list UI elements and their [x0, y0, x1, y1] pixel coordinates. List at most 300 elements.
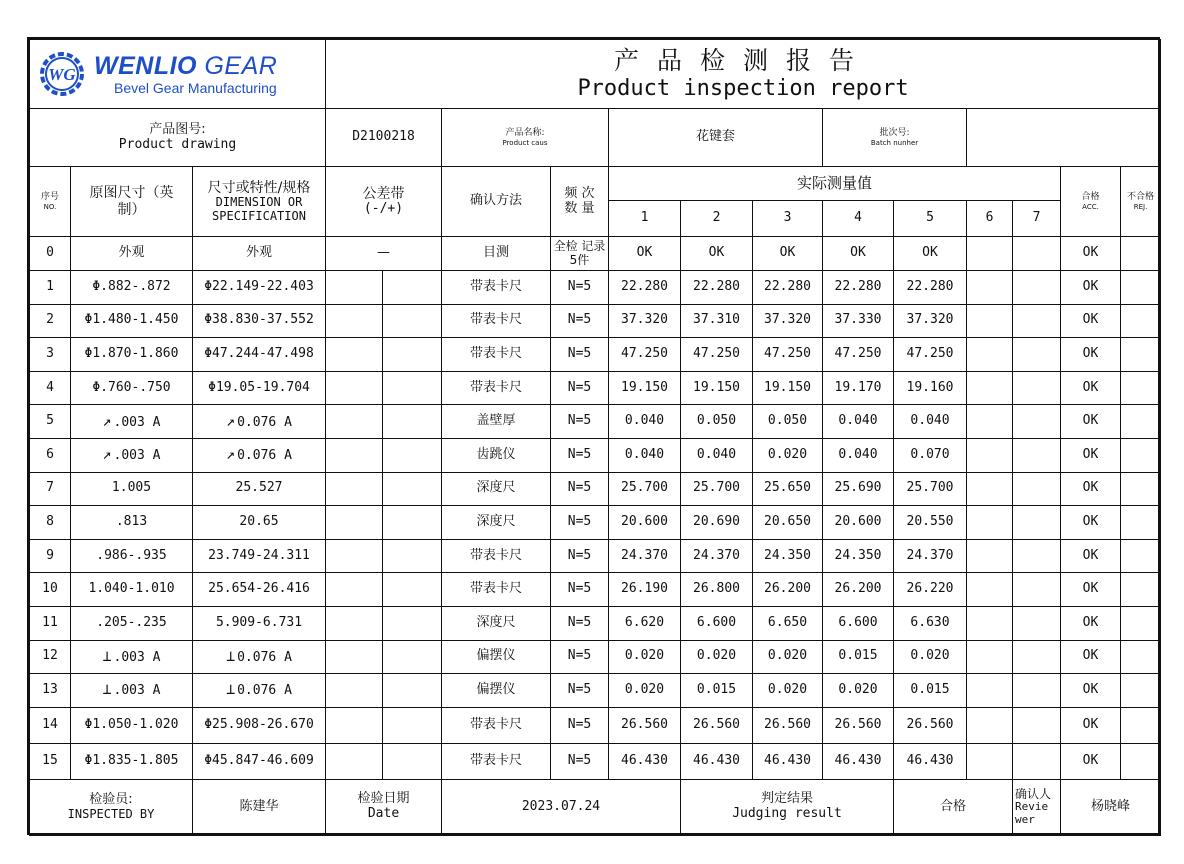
row-dim	[193, 405, 326, 439]
product-name-label: 产品名称: Product caus	[442, 109, 609, 167]
table-row	[30, 405, 1161, 439]
row-m5: 37.320	[894, 304, 967, 338]
row-rej	[1121, 506, 1161, 540]
row-rej	[1121, 271, 1161, 305]
row-dim: 外观	[193, 237, 326, 271]
row-dim: 5.909-6.731	[193, 606, 326, 640]
row-m4: 0.020	[823, 674, 894, 708]
row-m1: 26.190	[609, 573, 681, 607]
row-orig: Φ1.050-1.020	[71, 707, 193, 743]
row-m1: 37.320	[609, 304, 681, 338]
col-m5: 5	[894, 201, 967, 237]
product-name-value: 花键套	[609, 109, 823, 167]
measurement-rows	[30, 237, 1161, 780]
table-row	[30, 707, 1161, 743]
title-en: Product inspection report	[577, 75, 909, 101]
table-row	[30, 472, 1161, 506]
table-row	[30, 674, 1161, 708]
row-rej	[1121, 371, 1161, 405]
row-m4: 26.560	[823, 707, 894, 743]
row-m3: 47.250	[753, 338, 823, 372]
row-tol	[326, 338, 383, 372]
row-no: 1	[30, 271, 71, 305]
row-m6	[967, 338, 1013, 372]
table-row	[30, 640, 1161, 674]
batch-value	[967, 109, 1161, 167]
table-row	[30, 371, 1161, 405]
row-m3: 6.650	[753, 606, 823, 640]
row-method: 深度尺	[442, 506, 551, 540]
row-m1: 19.150	[609, 371, 681, 405]
row-m4: 26.200	[823, 573, 894, 607]
row-m6	[967, 271, 1013, 305]
row-m5: 22.280	[894, 271, 967, 305]
row-orig: .205-.235	[71, 606, 193, 640]
row-m1: OK	[609, 237, 681, 271]
row-acc: OK	[1061, 640, 1121, 674]
col-dimension-spec: 尺寸或特性/规格 DIMENSION OR SPECIFICATION	[193, 167, 326, 237]
row-m6	[967, 371, 1013, 405]
row-tol-extra	[383, 539, 442, 573]
row-method: 带表卡尺	[442, 539, 551, 573]
row-rej	[1121, 438, 1161, 472]
row-orig: 1.040-1.010	[71, 573, 193, 607]
table-row	[30, 338, 1161, 372]
row-dim: 20.65	[193, 506, 326, 540]
row-m2: OK	[681, 237, 753, 271]
row-no: 15	[30, 743, 71, 779]
row-tol	[326, 606, 383, 640]
row-m1: 0.020	[609, 674, 681, 708]
row-m7	[1013, 573, 1061, 607]
row-acc: OK	[1061, 304, 1121, 338]
row-tol	[326, 472, 383, 506]
row-m1: 22.280	[609, 271, 681, 305]
row-method: 齿跳仪	[442, 438, 551, 472]
date-label: 检验日期 Date	[326, 779, 442, 835]
row-freq: N=5	[551, 338, 609, 372]
row-m6	[967, 606, 1013, 640]
brand-name: WENLIO GEAR	[94, 51, 278, 80]
row-orig: .813	[71, 506, 193, 540]
row-m7	[1013, 438, 1061, 472]
row-tol-extra	[383, 640, 442, 674]
row-tol-extra	[383, 405, 442, 439]
row-m7	[1013, 506, 1061, 540]
row-m4: 24.350	[823, 539, 894, 573]
col-original-dimension: 原图尺寸（英 制）	[71, 167, 193, 237]
row-tol	[326, 506, 383, 540]
col-m4: 4	[823, 201, 894, 237]
orig-symbol-icon: ⊥	[102, 646, 112, 665]
row-tol-extra	[383, 506, 442, 540]
row-orig: 外观	[71, 237, 193, 271]
row-m3: 0.020	[753, 674, 823, 708]
row-no: 6	[30, 438, 71, 472]
row-freq: N=5	[551, 640, 609, 674]
row-no: 5	[30, 405, 71, 439]
row-m5: 46.430	[894, 743, 967, 779]
row-tol	[326, 371, 383, 405]
col-method: 确认方法	[442, 167, 551, 237]
row-m6	[967, 640, 1013, 674]
row-m5: 47.250	[894, 338, 967, 372]
row-m5: 0.015	[894, 674, 967, 708]
row-freq: N=5	[551, 506, 609, 540]
row-rej	[1121, 606, 1161, 640]
row-tol	[326, 271, 383, 305]
report-title	[326, 40, 1161, 109]
row-freq: N=5	[551, 573, 609, 607]
row-m2: 24.370	[681, 539, 753, 573]
row-tol-extra	[383, 707, 442, 743]
row-no: 2	[30, 304, 71, 338]
row-m5: 0.070	[894, 438, 967, 472]
row-dim: 25.654-26.416	[193, 573, 326, 607]
table-row	[30, 539, 1161, 573]
row-m3: 26.200	[753, 573, 823, 607]
table-row	[30, 743, 1161, 779]
table-row	[30, 438, 1161, 472]
row-acc: OK	[1061, 472, 1121, 506]
row-m4: 20.600	[823, 506, 894, 540]
row-m3: 37.320	[753, 304, 823, 338]
row-no: 0	[30, 237, 71, 271]
row-acc: OK	[1061, 674, 1121, 708]
row-m3: 0.020	[753, 438, 823, 472]
row-m5: 26.560	[894, 707, 967, 743]
row-no: 10	[30, 573, 71, 607]
row-m6	[967, 304, 1013, 338]
row-rej	[1121, 539, 1161, 573]
row-orig-text: .003 A	[113, 649, 161, 665]
row-orig	[71, 674, 193, 708]
row-orig-text: .003 A	[113, 683, 161, 699]
row-rej	[1121, 743, 1161, 779]
row-tol-extra	[383, 472, 442, 506]
row-tol-extra	[383, 338, 442, 372]
row-freq: N=5	[551, 405, 609, 439]
row-orig: Φ1.480-1.450	[71, 304, 193, 338]
row-orig	[71, 640, 193, 674]
report-table	[29, 39, 1161, 836]
row-rej	[1121, 640, 1161, 674]
row-m4: 0.040	[823, 405, 894, 439]
row-acc: OK	[1061, 506, 1121, 540]
row-dim: Φ47.244-47.498	[193, 338, 326, 372]
row-no: 3	[30, 338, 71, 372]
row-m7	[1013, 338, 1061, 372]
dim-symbol-icon: ↗	[226, 445, 236, 464]
row-m5: 26.220	[894, 573, 967, 607]
orig-symbol-icon: ↗	[102, 445, 112, 464]
row-orig-text: .003 A	[113, 448, 161, 464]
row-tol-extra	[383, 371, 442, 405]
row-method: 盖壁厚	[442, 405, 551, 439]
row-m3: 0.020	[753, 640, 823, 674]
row-m5: 0.020	[894, 640, 967, 674]
row-m1: 25.700	[609, 472, 681, 506]
row-m6	[967, 438, 1013, 472]
row-m7	[1013, 539, 1061, 573]
row-m1: 24.370	[609, 539, 681, 573]
row-no: 11	[30, 606, 71, 640]
row-dim-text: 0.076 A	[237, 683, 292, 699]
row-freq: N=5	[551, 438, 609, 472]
row-no: 12	[30, 640, 71, 674]
row-dim: Φ25.908-26.670	[193, 707, 326, 743]
row-dim-text: 0.076 A	[237, 649, 292, 665]
row-freq: N=5	[551, 304, 609, 338]
row-m4: 0.040	[823, 438, 894, 472]
row-m3: 19.150	[753, 371, 823, 405]
col-frequency: 频 次 数 量	[551, 167, 609, 237]
row-m1: 0.020	[609, 640, 681, 674]
dim-symbol-icon: ⊥	[226, 646, 236, 665]
row-acc: OK	[1061, 338, 1121, 372]
row-method: 带表卡尺	[442, 743, 551, 779]
row-m2: 0.020	[681, 640, 753, 674]
row-dim: Φ38.830-37.552	[193, 304, 326, 338]
row-freq: N=5	[551, 707, 609, 743]
row-orig: .986-.935	[71, 539, 193, 573]
row-method: 带表卡尺	[442, 271, 551, 305]
row-m7	[1013, 472, 1061, 506]
row-freq: 全检 记录5件	[551, 237, 609, 271]
row-m1: 26.560	[609, 707, 681, 743]
date-value: 2023.07.24	[442, 779, 681, 835]
table-row	[30, 304, 1161, 338]
row-m7	[1013, 743, 1061, 779]
row-orig: Φ1.835-1.805	[71, 743, 193, 779]
row-orig: 1.005	[71, 472, 193, 506]
row-m3: 46.430	[753, 743, 823, 779]
row-m7	[1013, 640, 1061, 674]
row-rej	[1121, 707, 1161, 743]
row-m2: 47.250	[681, 338, 753, 372]
row-m3: 22.280	[753, 271, 823, 305]
row-rej	[1121, 304, 1161, 338]
row-m6	[967, 707, 1013, 743]
brand-block	[30, 40, 326, 109]
row-no: 4	[30, 371, 71, 405]
row-m7	[1013, 674, 1061, 708]
table-row	[30, 237, 1161, 271]
row-m4: 0.015	[823, 640, 894, 674]
row-m2: 19.150	[681, 371, 753, 405]
row-dim-text: 0.076 A	[237, 414, 292, 430]
row-m3: OK	[753, 237, 823, 271]
table-row	[30, 573, 1161, 607]
row-m5: 25.700	[894, 472, 967, 506]
row-m3: 20.650	[753, 506, 823, 540]
row-no: 13	[30, 674, 71, 708]
col-m2: 2	[681, 201, 753, 237]
row-m7	[1013, 371, 1061, 405]
row-acc: OK	[1061, 573, 1121, 607]
row-rej	[1121, 338, 1161, 372]
col-reject: 不合格 REJ.	[1121, 167, 1161, 237]
row-method: 深度尺	[442, 472, 551, 506]
col-seq: 序号 NO.	[30, 167, 71, 237]
row-m1: 0.040	[609, 405, 681, 439]
row-freq: N=5	[551, 674, 609, 708]
row-m6	[967, 472, 1013, 506]
row-rej	[1121, 405, 1161, 439]
row-tol	[326, 539, 383, 573]
row-orig: Φ1.870-1.860	[71, 338, 193, 372]
row-m4: 46.430	[823, 743, 894, 779]
row-freq: N=5	[551, 472, 609, 506]
row-method: 带表卡尺	[442, 304, 551, 338]
row-orig: Φ.882-.872	[71, 271, 193, 305]
row-rej	[1121, 674, 1161, 708]
row-freq: N=5	[551, 371, 609, 405]
row-m6	[967, 539, 1013, 573]
row-m5: 20.550	[894, 506, 967, 540]
row-m7	[1013, 271, 1061, 305]
reviewer-label: 确认人 Revie wer	[1013, 779, 1061, 835]
row-dim	[193, 438, 326, 472]
row-tol	[326, 573, 383, 607]
row-m3: 0.050	[753, 405, 823, 439]
col-actual-values: 实际测量值	[609, 167, 1061, 201]
row-dim: Φ22.149-22.403	[193, 271, 326, 305]
drawing-value: D2100218	[326, 109, 442, 167]
row-m6	[967, 573, 1013, 607]
row-no: 7	[30, 472, 71, 506]
row-tol: —	[326, 237, 442, 271]
row-m1: 47.250	[609, 338, 681, 372]
table-row	[30, 271, 1161, 305]
row-m3: 24.350	[753, 539, 823, 573]
title-cn: 产品检测报告	[614, 45, 873, 75]
inspected-by-label: 检验员: INSPECTED BY	[30, 779, 193, 835]
row-acc: OK	[1061, 606, 1121, 640]
row-tol-extra	[383, 271, 442, 305]
row-tol	[326, 304, 383, 338]
row-m1: 0.040	[609, 438, 681, 472]
row-acc: OK	[1061, 237, 1121, 271]
row-m5: 24.370	[894, 539, 967, 573]
row-m5: 19.160	[894, 371, 967, 405]
row-tol-extra	[383, 304, 442, 338]
dim-symbol-icon: ⊥	[226, 680, 236, 699]
row-m6	[967, 405, 1013, 439]
row-m7	[1013, 304, 1061, 338]
col-tolerance: 公差带 (-/+)	[326, 167, 442, 237]
judging-value: 合格	[894, 779, 1013, 835]
row-m2: 46.430	[681, 743, 753, 779]
row-m4: 19.170	[823, 371, 894, 405]
row-tol-extra	[383, 674, 442, 708]
row-dim: 25.527	[193, 472, 326, 506]
row-method: 带表卡尺	[442, 573, 551, 607]
row-m4: 47.250	[823, 338, 894, 372]
row-m4: 25.690	[823, 472, 894, 506]
row-dim: Φ45.847-46.609	[193, 743, 326, 779]
brand-tagline: Bevel Gear Manufacturing	[114, 80, 277, 97]
col-accept: 合格 ACC.	[1061, 167, 1121, 237]
batch-label: 批次号: Batch nunher	[823, 109, 967, 167]
row-acc: OK	[1061, 539, 1121, 573]
row-m6	[967, 743, 1013, 779]
row-rej	[1121, 573, 1161, 607]
row-m7	[1013, 707, 1061, 743]
row-orig	[71, 405, 193, 439]
row-m2: 6.600	[681, 606, 753, 640]
row-m1: 46.430	[609, 743, 681, 779]
row-acc: OK	[1061, 371, 1121, 405]
row-tol	[326, 743, 383, 779]
logo-initials: WG	[48, 65, 76, 84]
row-m2: 25.700	[681, 472, 753, 506]
col-m7: 7	[1013, 201, 1061, 237]
row-m2: 22.280	[681, 271, 753, 305]
row-method: 带表卡尺	[442, 707, 551, 743]
row-m4: 6.600	[823, 606, 894, 640]
row-freq: N=5	[551, 271, 609, 305]
row-orig: Φ.760-.750	[71, 371, 193, 405]
row-method: 目测	[442, 237, 551, 271]
row-tol	[326, 640, 383, 674]
row-method: 带表卡尺	[442, 338, 551, 372]
row-m4: OK	[823, 237, 894, 271]
row-freq: N=5	[551, 539, 609, 573]
row-m2: 0.050	[681, 405, 753, 439]
row-dim	[193, 640, 326, 674]
orig-symbol-icon: ↗	[102, 411, 112, 430]
col-m6: 6	[967, 201, 1013, 237]
row-orig-text: .003 A	[113, 414, 161, 430]
row-m7	[1013, 606, 1061, 640]
dim-symbol-icon: ↗	[226, 411, 236, 430]
row-m6	[967, 237, 1013, 271]
row-m5: 0.040	[894, 405, 967, 439]
row-method: 带表卡尺	[442, 371, 551, 405]
row-no: 9	[30, 539, 71, 573]
row-method: 偏摆仪	[442, 674, 551, 708]
row-dim-text: 0.076 A	[237, 448, 292, 464]
row-tol	[326, 707, 383, 743]
row-m4: 37.330	[823, 304, 894, 338]
col-m1: 1	[609, 201, 681, 237]
row-m1: 6.620	[609, 606, 681, 640]
row-m5: OK	[894, 237, 967, 271]
row-m6	[967, 674, 1013, 708]
row-m2: 37.310	[681, 304, 753, 338]
table-row	[30, 506, 1161, 540]
row-acc: OK	[1061, 438, 1121, 472]
row-acc: OK	[1061, 743, 1121, 779]
row-tol-extra	[383, 438, 442, 472]
row-tol	[326, 674, 383, 708]
row-m6	[967, 506, 1013, 540]
drawing-label: 产品图号: Product drawing	[30, 109, 326, 167]
row-freq: N=5	[551, 743, 609, 779]
row-m2: 0.040	[681, 438, 753, 472]
row-m7	[1013, 237, 1061, 271]
row-tol-extra	[383, 606, 442, 640]
row-acc: OK	[1061, 271, 1121, 305]
row-rej	[1121, 472, 1161, 506]
row-tol	[326, 405, 383, 439]
row-m7	[1013, 405, 1061, 439]
row-m2: 26.800	[681, 573, 753, 607]
row-m2: 26.560	[681, 707, 753, 743]
row-m2: 0.015	[681, 674, 753, 708]
table-row	[30, 606, 1161, 640]
